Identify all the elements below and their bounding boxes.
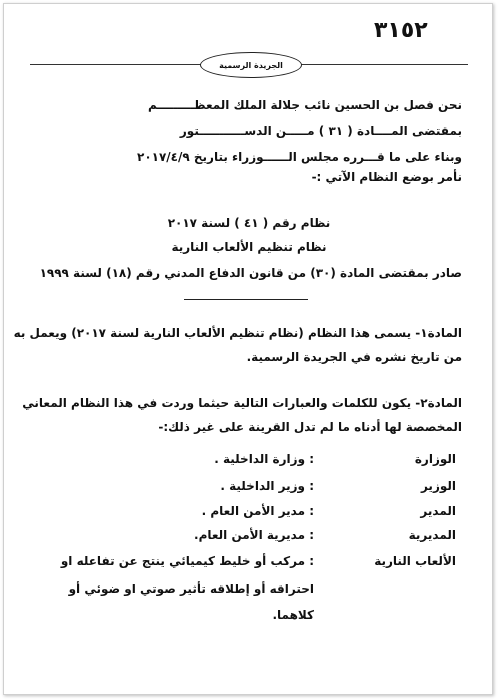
definition-term: المدير: [420, 504, 456, 518]
definition-text: : وزارة الداخلية .: [214, 452, 314, 466]
regulation-title: نظام تنظيم الألعاب النارية: [171, 240, 327, 254]
gazette-title-oval: [200, 52, 302, 78]
page-number: ٣١٥٢: [374, 18, 428, 43]
definition-term: الوزير: [420, 479, 456, 493]
definition-text: : وزير الداخلية .: [220, 479, 314, 493]
preamble-line-1: نحن فصل بن الحسين نائب جلالة الملك المعظـــــــــم: [147, 98, 462, 112]
gazette-title: الجريدة الرسمية: [219, 60, 283, 70]
preamble-line-3: وبناء على ما قـــرره مجلس الــــــوزراء بتاريخ ٢٠١٧/٤/٩: [137, 150, 462, 164]
definition-text: : مديرية الأمن العام.: [194, 528, 314, 542]
definition-term: المديرية: [408, 528, 456, 542]
section-divider: [184, 299, 308, 300]
definition-continuation-1: احتراقه أو إطلاقه تأثير صوتي او ضوئي أو: [68, 582, 314, 596]
definition-continuation-2: كلاهما.: [272, 608, 314, 622]
regulation-issued-under: صادر بمقتضى المادة (٣٠) من قانون الدفاع المدني رقم (١٨) لسنة ١٩٩٩: [39, 266, 462, 280]
article1-line-1: المادة١- يسمى هذا النظام (نظام تنظيم الألعاب النارية لسنة ٢٠١٧) ويعمل به: [13, 326, 462, 340]
definition-text: : مدير الأمن العام .: [201, 504, 314, 518]
preamble-line-2: بمقتضى المــــادة ( ٣١ ) مـــــن الدســـــــــــتور: [179, 124, 462, 138]
article2-line-2: المخصصة لها أدناه ما لم تدل القرينة على غير ذلك:-: [158, 420, 462, 434]
preamble-line-4: نأمر بوضع النظام الآتي :-: [311, 170, 462, 184]
article1-line-2: من تاريخ نشره في الجريدة الرسمية.: [246, 350, 462, 364]
definition-term: الألعاب النارية: [374, 554, 456, 568]
definition-term: الوزارة: [414, 452, 456, 466]
regulation-number: نظام رقم ( ٤١ ) لسنة ٢٠١٧: [167, 216, 331, 230]
definition-text: : مركب أو خليط كيميائي ينتج عن تفاعله او: [60, 554, 314, 568]
article2-line-1: المادة٢- يكون للكلمات والعبارات التالية حيثما وردت في هذا النظام المعاني: [22, 396, 462, 410]
gazette-page: [3, 3, 493, 695]
